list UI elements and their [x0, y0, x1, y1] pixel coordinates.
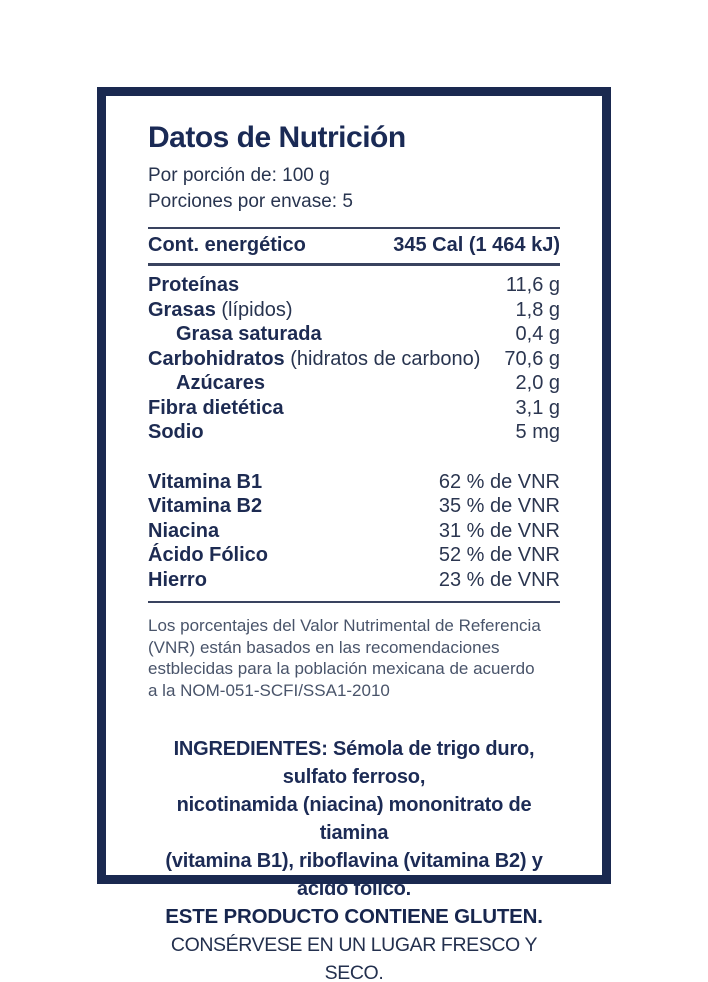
vitamin-value: 52 % de VNR — [438, 544, 560, 566]
nutrient-label: Fibra dietética — [148, 396, 284, 419]
ingredients-heading: INGREDIENTES: — [173, 738, 328, 760]
nutrient-row-grasa-saturada — [148, 322, 560, 347]
vitamin-row-hierro — [148, 568, 560, 593]
divider-below-energy — [148, 263, 560, 266]
vnr-footnote-line: (VNR) están basados en las recomendaciones — [148, 637, 500, 657]
vitamin-row-b2 — [148, 494, 560, 519]
nutrient-value: 3,1 g — [515, 396, 560, 419]
vitamin-row-b1 — [148, 470, 560, 495]
energy-value: 345 Cal (1 464 kJ) — [393, 234, 560, 256]
divider-below-vitamins — [148, 601, 560, 603]
nutrient-label: Proteínas — [148, 274, 240, 296]
nutrient-row-sodio — [148, 420, 560, 445]
vitamin-value: 62 % de VNR — [438, 470, 560, 493]
ingredients-line-2: nicotinamida (niacina) mononitrato de tiamina — [176, 794, 532, 844]
vitamin-label: Hierro — [148, 568, 207, 591]
vitamin-label: Ácido Fólico — [148, 544, 268, 566]
nutrient-row-carbohidratos — [148, 347, 560, 372]
nutrition-title: Datos de Nutrición — [148, 121, 406, 154]
ingredients-line-1-text: Sémola de trigo duro, sulfato ferroso, — [282, 738, 535, 788]
vnr-footnote-line: estblecidas para la población mexicana de acuerdo — [148, 659, 535, 678]
vnr-footnote-line: Los porcentajes del Valor Nutrimental de Referencia — [148, 616, 541, 635]
nutrient-row-azucares — [148, 371, 560, 396]
nutrition-label-content — [106, 96, 602, 982]
nutrition-label-panel — [97, 87, 611, 982]
nutrient-value: 2,0 g — [515, 372, 560, 394]
nutrient-label: Carbohidratos — [148, 347, 285, 370]
vitamin-value: 31 % de VNR — [438, 519, 560, 542]
nutrient-note: (lípidos) — [215, 298, 293, 321]
nutrient-value: 0,4 g — [515, 323, 560, 345]
nutrient-value: 1,8 g — [515, 298, 560, 321]
nutrient-value: 70,6 g — [504, 347, 560, 370]
ingredients-line-3: (vitamina B1), riboflavina (vitamina B2) y ácido fólico. — [165, 850, 543, 900]
vitamin-row-niacina — [148, 519, 560, 544]
vitamin-row-acido-folico — [148, 543, 560, 568]
nutrient-row-grasas — [148, 298, 560, 323]
vitamin-rows — [148, 470, 560, 593]
nutrient-rows — [148, 273, 560, 445]
vitamin-label: Vitamina B1 — [148, 470, 263, 493]
nutrient-label: Grasa saturada — [176, 323, 322, 345]
nutrient-label: Grasas — [148, 298, 216, 321]
vitamin-label: Vitamina B2 — [148, 495, 263, 517]
nutrient-label: Sodio — [148, 421, 204, 443]
nutrient-label: Azúcares — [176, 372, 265, 394]
energy-label: Cont. energético — [148, 234, 306, 256]
nutrient-row-fibra — [148, 396, 560, 421]
storage-instruction: CONSÉRVESE EN UN LUGAR FRESCO Y SECO. — [170, 934, 538, 982]
vnr-footnote-line: a la NOM-051-SCFI/SSA1-2010 — [148, 680, 390, 700]
nutrient-value: 5 mg — [515, 421, 560, 443]
ingredients-line-1 — [148, 735, 560, 791]
nutrient-row-proteinas — [148, 273, 560, 298]
serving-size-line: Por porción de: 100 g — [148, 165, 330, 186]
vitamin-value: 23 % de VNR — [438, 568, 560, 591]
vitamin-value: 35 % de VNR — [438, 495, 560, 517]
nutrient-value: 11,6 g — [505, 274, 560, 296]
vnr-footnote — [148, 615, 560, 701]
gluten-warning: ESTE PRODUCTO CONTIENE GLUTEN. — [165, 905, 543, 928]
ingredients-block — [148, 735, 560, 903]
vitamin-label: Niacina — [148, 519, 220, 542]
servings-per-container-line: Porciones por envase: 5 — [148, 191, 353, 212]
energy-row — [148, 229, 560, 263]
nutrient-note: (hidratos de carbono) — [284, 347, 481, 370]
